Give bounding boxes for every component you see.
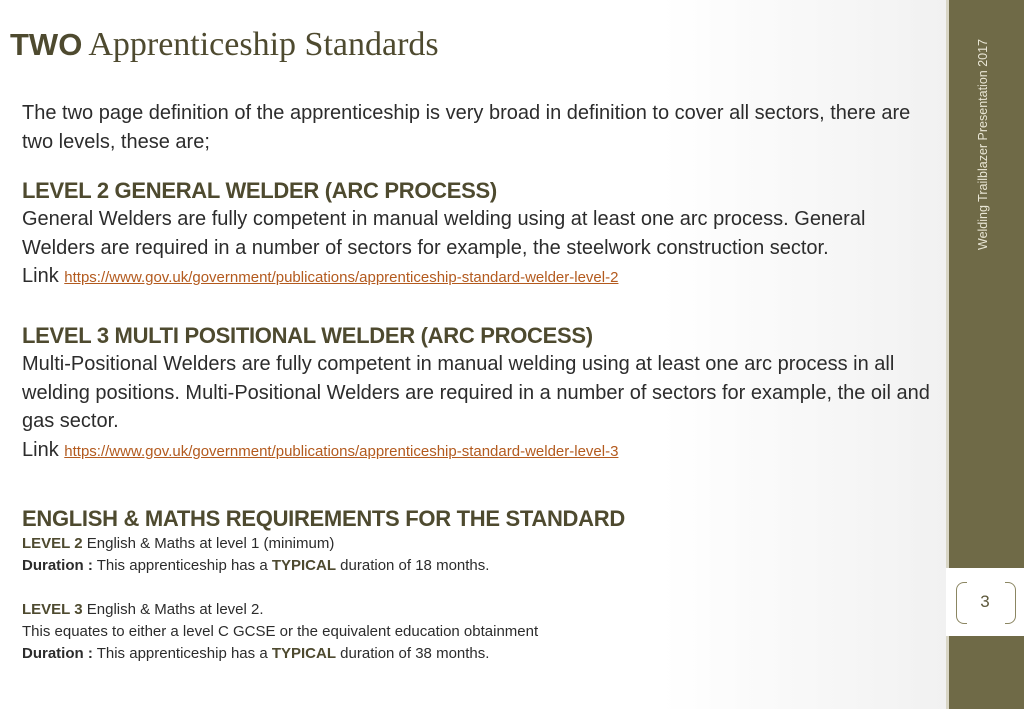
level2-link-row: [22, 262, 937, 293]
bracket-right-icon: [1005, 582, 1016, 624]
intro-text: The two page definition of the apprenticeship is very broad in definition to cover all sectors, there are two levels, these are;: [22, 102, 911, 153]
title-keyword: TWO: [10, 27, 83, 62]
requirements-section: [22, 505, 937, 665]
requirements-heading: ENGLISH & MATHS REQUIREMENTS FOR THE STANDARD: [22, 506, 625, 531]
level3-section: [22, 322, 937, 466]
l3-requirement: [22, 599, 937, 621]
level3-link[interactable]: https://www.gov.uk/government/publications/apprenticeship-standard-welder-level-3: [64, 442, 619, 460]
l2-label: LEVEL 2: [22, 535, 83, 552]
l3-duration-pre: This apprenticeship has a: [92, 645, 272, 662]
l2-duration-pre: This apprenticeship has a: [92, 557, 272, 574]
l3-duration: [22, 643, 937, 665]
level3-link-label: Link: [22, 438, 59, 461]
l2-duration-label: Duration :: [22, 557, 93, 574]
l3-equates: This equates to either a level C GCSE or the equivalent education obtainment: [22, 623, 539, 640]
presentation-caption: Welding Trailblazer Presentation 2017: [976, 38, 990, 250]
l2-requirement: [22, 533, 937, 555]
title-text: Apprenticeship Standards: [88, 26, 439, 63]
intro-block: [22, 99, 937, 156]
level2-section: [22, 177, 937, 293]
level2-heading: LEVEL 2 GENERAL WELDER (ARC PROCESS): [22, 178, 497, 203]
page-number: 3: [980, 592, 990, 611]
level3-heading: LEVEL 3 MULTI POSITIONAL WELDER (ARC PROCESS): [22, 323, 593, 348]
l3-typical: TYPICAL: [271, 645, 336, 662]
l3-duration-post: duration of 38 months.: [336, 645, 490, 662]
l2-duration: [22, 555, 937, 577]
l3-duration-label: Duration :: [22, 645, 93, 662]
slide-title: [10, 26, 439, 64]
page-number-badge: [946, 568, 1024, 636]
level2-link-label: Link: [22, 265, 59, 287]
l2-requirement-text: English & Maths at level 1 (minimum): [82, 535, 335, 552]
l3-requirement-text: English & Maths at level 2.: [82, 601, 264, 618]
l3-label: LEVEL 3: [22, 601, 83, 618]
l2-typical: TYPICAL: [271, 557, 336, 574]
level3-text: Multi-Positional Welders are fully competent in manual welding using at least one arc process in all welding positions. Multi-Positional Welders are required in a number of sectors for example, the oil and gas sector.: [22, 353, 930, 432]
level2-text: General Welders are fully competent in manual welding using at least one arc process. General Welders are required in a number of sectors for example, the steelwork construction sector.: [22, 208, 866, 259]
level2-link[interactable]: https://www.gov.uk/government/publications/apprenticeship-standard-welder-level-2: [64, 269, 619, 286]
l2-duration-post: duration of 18 months.: [336, 557, 490, 574]
level3-link-row: [22, 436, 937, 467]
